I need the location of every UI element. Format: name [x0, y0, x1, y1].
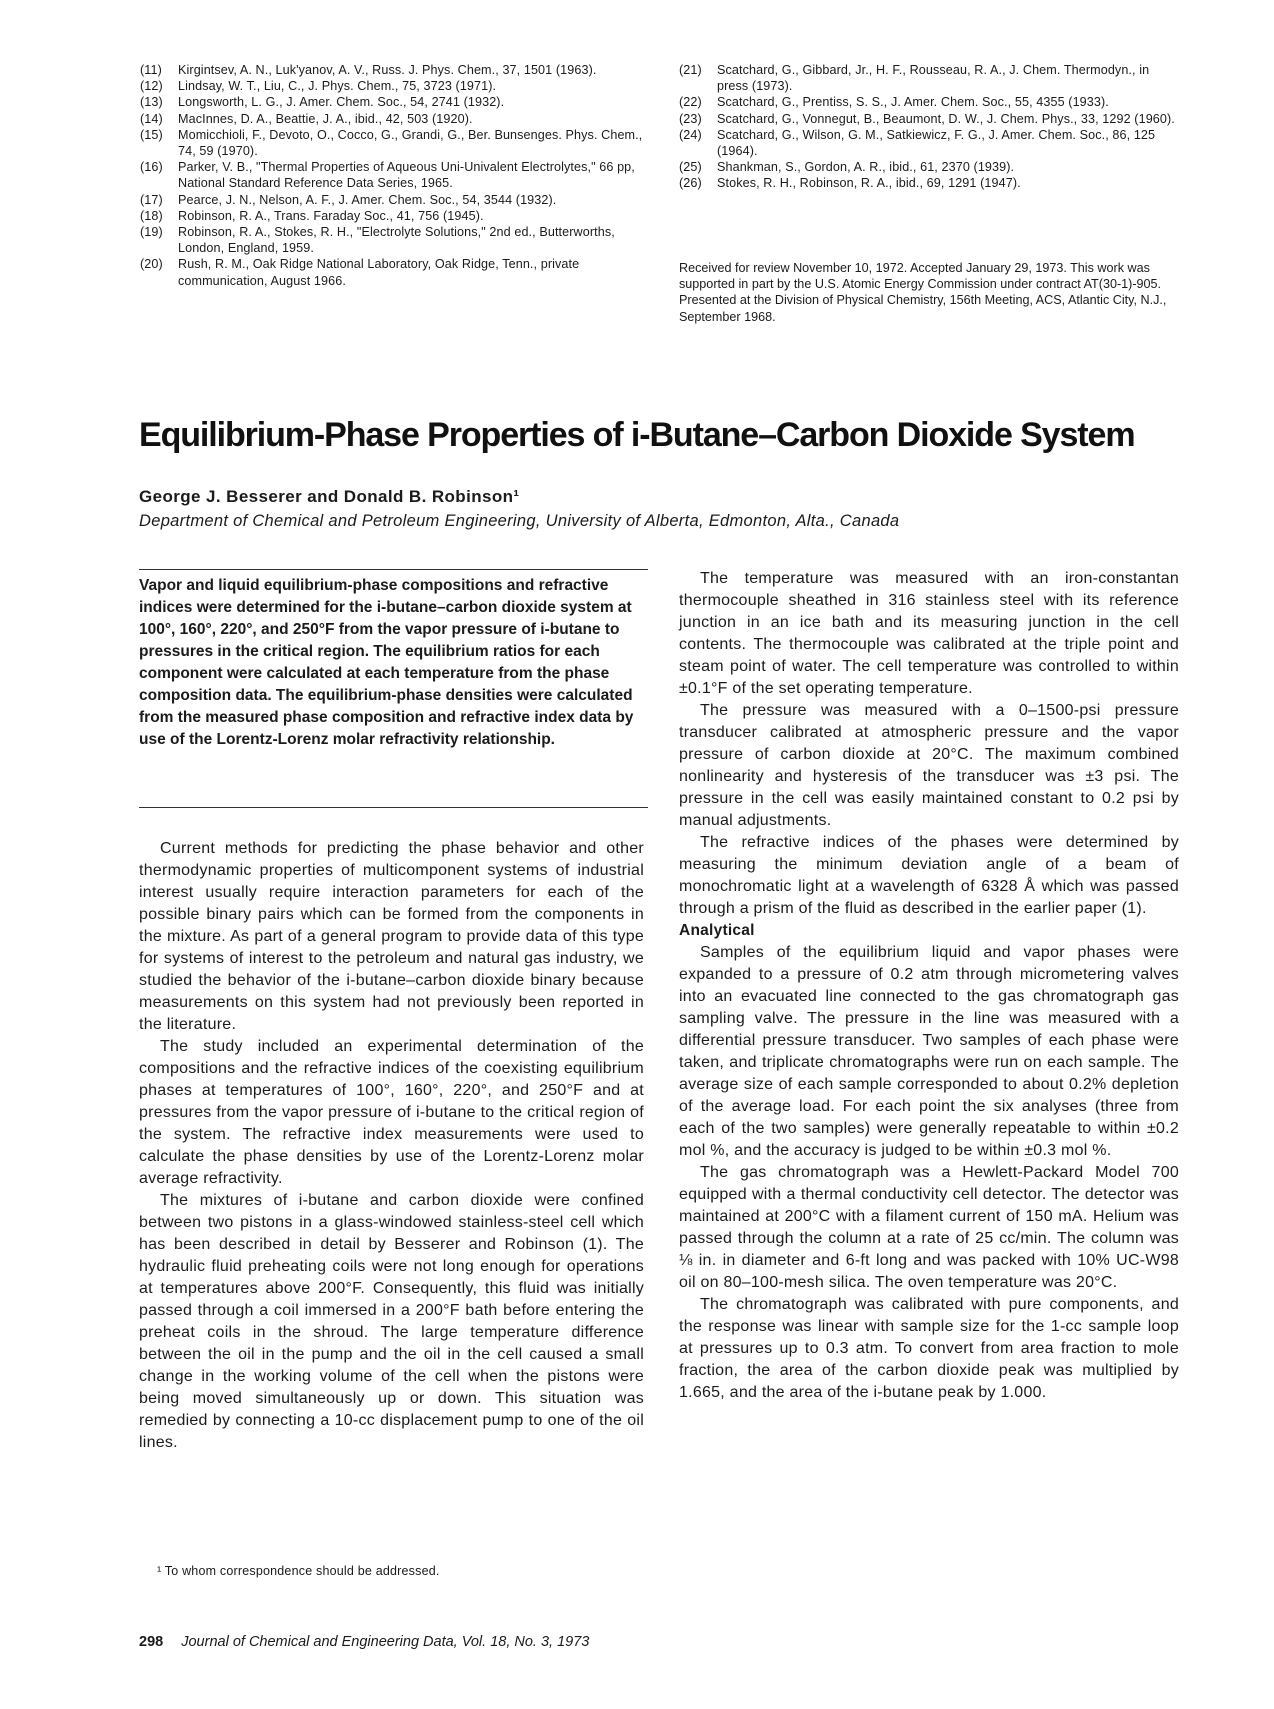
reference-item: (21) Scatchard, G., Gibbard, Jr., H. F., Rousseau, R. A., J. Chem. Thermodyn., in press (1973). — [679, 63, 1150, 94]
article-authors: George J. Besserer and Donald B. Robinson¹ — [139, 487, 520, 506]
left-column — [139, 838, 644, 1454]
abstract-top-rule — [139, 569, 648, 570]
references-right — [679, 62, 1179, 192]
received-note: Received for review November 10, 1972. Accepted January 29, 1973. This work was supported in part by the U.S. Atomic Energy Commission under contract AT(30-1)-905. Presented at the Division of Physical Chemistry, 156th Meeting, ACS, Atlantic City, N.J., September 1968. — [679, 261, 1167, 324]
reference-item: (25) Shankman, S., Gordon, A. R., ibid., 61, 2370 (1939). — [679, 160, 1015, 175]
body-paragraph: The study included an experimental determination of the compositions and the refractive indices of the coexisting equilibrium phases at temperatures of 100°, 160°, 220°, and 250°F and at pressures from the vapor pressure of i-butane to the critical region of the system. The refractive index measurements were used to calculate the phase densities by use of the Lorentz-Lorenz molar average refractivity. — [139, 1038, 644, 1187]
right-column — [679, 568, 1179, 1404]
reference-item: (26) Stokes, R. H., Robinson, R. A., ibid., 69, 1291 (1947). — [679, 176, 1021, 191]
reference-item: (15) Momicchioli, F., Devoto, O., Cocco, G., Grandi, G., Ber. Bunsenges. Phys. Chem., 74, 59 (1970). — [140, 127, 643, 159]
footnote: ¹ To whom correspondence should be addressed. — [157, 1564, 440, 1578]
body-paragraph: The gas chromatograph was a Hewlett-Packard Model 700 equipped with a thermal conductivity cell detector. The detector was maintained at 200°C with a filament current of 150 mA. Helium was passed through the column at a rate of 25 cc/min. The column was ⅛ in. in diameter and 6-ft long and was packed with 10% UC-W98 oil on 80–100-mesh silica. The oven temperature was 20°C. — [679, 1164, 1179, 1291]
section-heading-analytical: Analytical — [679, 922, 755, 939]
author-affiliation: Department of Chemical and Petroleum Engineering, University of Alberta, Edmonton, Alta., Canada — [139, 512, 900, 530]
body-paragraph: The chromatograph was calibrated with pure components, and the response was linear with sample size for the 1-cc sample loop at pressures up to 0.3 atm. To convert from area fraction to mole fraction, the area of the carbon dioxide peak was multiplied by 1.665, and the area of the i-butane peak by 1.000. — [679, 1296, 1179, 1401]
references-left — [140, 62, 646, 289]
reference-item: (14) MacInnes, D. A., Beattie, J. A., ibid., 42, 503 (1920). — [140, 111, 473, 126]
reference-item: (12) Lindsay, W. T., Liu, C., J. Phys. Chem., 75, 3723 (1971). — [140, 79, 497, 94]
abstract-bottom-rule — [139, 807, 648, 808]
reference-item: (23) Scatchard, G., Vonnegut, B., Beaumont, D. W., J. Chem. Phys., 33, 1292 (1960). — [679, 111, 1175, 126]
reference-item: (22) Scatchard, G., Prentiss, S. S., J. Amer. Chem. Soc., 55, 4355 (1933). — [679, 95, 1109, 110]
body-paragraph: The pressure was measured with a 0–1500-psi pressure transducer calibrated at atmospheric pressure and the vapor pressure of carbon dioxide at 20°C. The maximum combined nonlinearity and hysteresis of the transducer was ±3 psi. The pressure in the cell was easily maintained constant to 0.2 psi by manual adjustments. — [679, 702, 1179, 829]
body-paragraph: Current methods for predicting the phase behavior and other thermodynamic properties of multicomponent systems of industrial interest usually require interaction parameters for each of the possible binary pairs which can be formed from the components in the mixture. As part of a general program to provide data of this type for systems of interest to the petroleum and natural gas industry, we studied the behavior of the i-butane–carbon dioxide binary because measurements on this system had not previously been reported in the literature. — [139, 840, 644, 1033]
reference-item: (13) Longsworth, L. G., J. Amer. Chem. Soc., 54, 2741 (1932). — [140, 95, 505, 110]
reference-item: (24) Scatchard, G., Wilson, G. M., Satkiewicz, F. G., J. Amer. Chem. Soc., 86, 125 (1964). — [679, 127, 1156, 159]
reference-item: (18) Robinson, R. A., Trans. Faraday Soc., 41, 756 (1945). — [140, 208, 484, 223]
article-title: Equilibrium-Phase Properties of i-Butane–Carbon Dioxide System — [139, 416, 1135, 454]
page-footer — [139, 1634, 589, 1650]
body-paragraph: The temperature was measured with an iron-constantan thermocouple sheathed in 316 stainless steel with its reference junction in an ice bath and its measuring junction in the cell contents. The thermocouple was calibrated at the triple point and steam point of water. The cell temperature was controlled to within ±0.1°F of the set operating temperature. — [679, 570, 1179, 697]
reference-item: (17) Pearce, J. N., Nelson, A. F., J. Amer. Chem. Soc., 54, 3544 (1932). — [140, 192, 557, 207]
reference-item: (20) Rush, R. M., Oak Ridge National Laboratory, Oak Ridge, Tenn., private communication, August 1966. — [140, 257, 580, 288]
reference-item: (19) Robinson, R. A., Stokes, R. H., "Electrolyte Solutions," 2nd ed., Butterworths, London, England, 1959. — [140, 225, 615, 256]
reference-item: (16) Parker, V. B., "Thermal Properties of Aqueous Uni-Univalent Electrolytes," 66 pp, National Standard Reference Data Series, 1965. — [140, 160, 635, 191]
journal-citation: Journal of Chemical and Engineering Data, Vol. 18, No. 3, 1973 — [181, 1634, 590, 1650]
body-paragraph: Samples of the equilibrium liquid and vapor phases were expanded to a pressure of 0.2 atm through micrometering valves into an evacuated line connected to the gas chromatograph gas sampling valve. The pressure in the line was measured with a differential pressure transducer. Two samples of each phase were taken, and triplicate chromatographs were run on each sample. The average size of each sample corresponded to about 0.2% depletion of the average load. For each point the six analyses (three from each of the two samples) were generally repeatable to within ±0.2 mol %, and the accuracy is judged to be within ±0.3 mol %. — [679, 944, 1179, 1159]
page-number: 298 — [139, 1634, 164, 1650]
reference-item: (11) Kirgintsev, A. N., Luk'yanov, A. V., Russ. J. Phys. Chem., 37, 1501 (1963). — [140, 63, 597, 77]
body-paragraph: The mixtures of i-butane and carbon dioxide were confined between two pistons in a glass-windowed stainless-steel cell which has been described in detail by Besserer and Robinson (1). The hydraulic fluid preheating coils were not long enough for operations at temperatures above 200°F. Consequently, this fluid was initially passed through a coil immersed in a 200°F bath before entering the preheat coils in the shroud. The large temperature difference between the oil in the pump and the oil in the cell caused a small change in the working volume of the cell when the pistons were being moved simultaneously up or down. This situation was remedied by connecting a 10-cc displacement pump to one of the oil lines. — [139, 1192, 644, 1451]
abstract: Vapor and liquid equilibrium-phase compositions and refractive indices were determined for the i-butane–carbon dioxide system at 100°, 160°, 220°, and 250°F from the vapor pressure of i-butane to pressures in the critical region. The equilibrium ratios for each component were calculated at each temperature from the phase composition data. The equilibrium-phase densities were calculated from the measured phase composition and refractive index data by use of the Lorentz-Lorenz molar refractivity relationship. — [139, 577, 634, 748]
body-paragraph: The refractive indices of the phases were determined by measuring the minimum deviation angle of a beam of monochromatic light at a wavelength of 6328 Å which was passed through a prism of the fluid as described in the earlier paper (1). — [679, 834, 1179, 917]
